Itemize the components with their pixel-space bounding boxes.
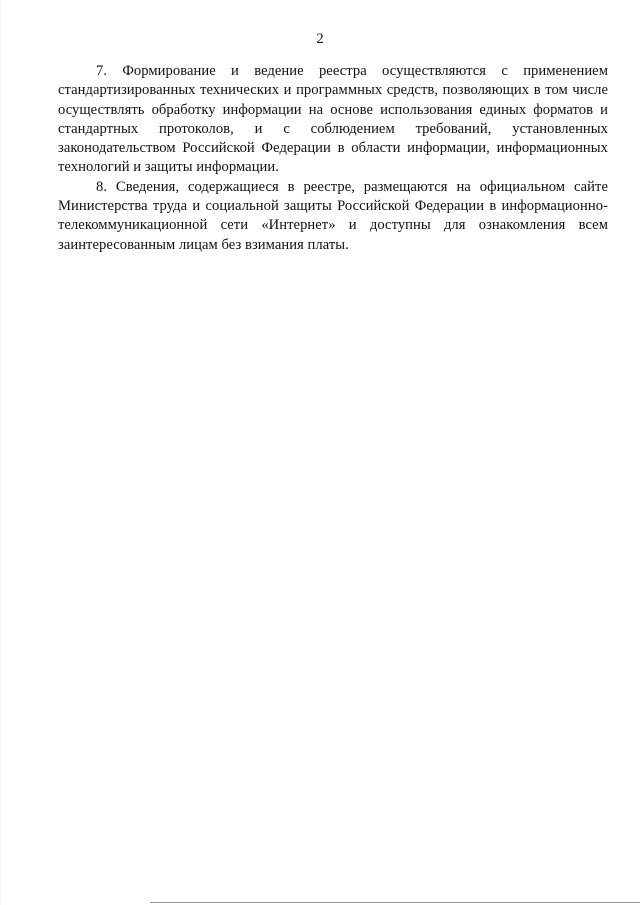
scan-edge [0, 0, 1, 905]
scan-bottom-edge [150, 902, 640, 903]
document-body [58, 62, 608, 255]
paragraph-item-7: 7. Формирование и ведение реестра осуществляются с применением стандартизированных технических и программных средств, позволяющих в том числе осуществлять обработку информации на основе использования единых форматов и стандартных протоколов, и с соблюдением требований, установленных законодательством Российской Федерации в области информации, информационных технологий и защиты информации. [58, 63, 608, 176]
paragraph-item-8: 8. Сведения, содержащиеся в реестре, размещаются на официальном сайте Министерства труда и социальной защиты Российской Федерации в информационно-телекоммуникационной сети «Интернет» и доступны для ознакомления всем заинтересованным лицам без взимания платы. [58, 178, 608, 253]
page-number: 2 [316, 31, 324, 47]
